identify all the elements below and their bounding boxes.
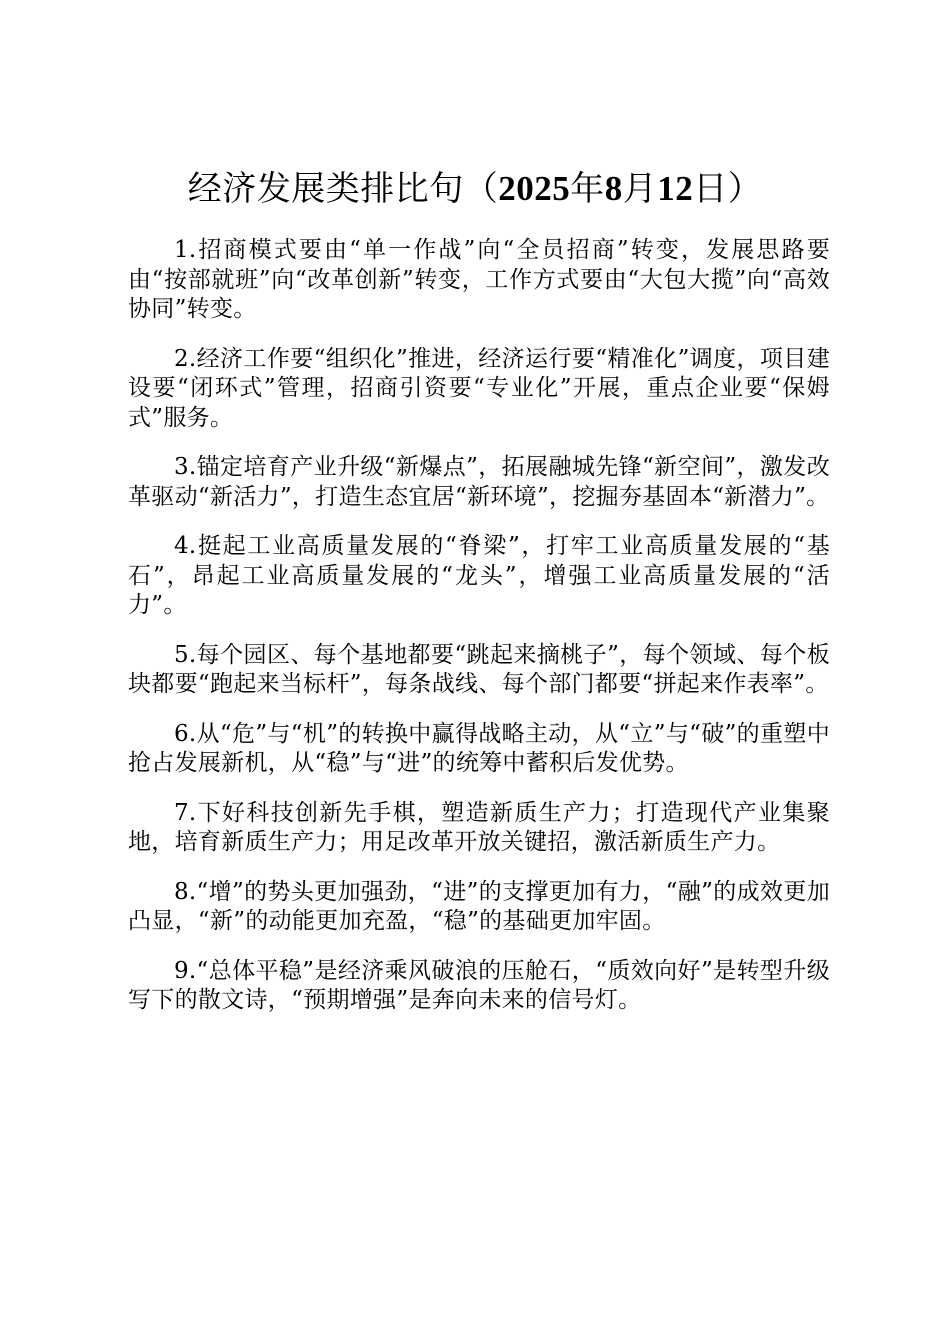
paragraph-4: 4.挺起工业高质量发展的“脊梁”，打牢工业高质量发展的“基石”，昂起工业高质量发展的“龙头”，增强工业高质量发展的“活力”。: [128, 533, 830, 618]
title-prefix: 经济发展类排比句（: [187, 169, 499, 209]
paragraph-7: 7.下好科技创新先手棋，塑造新质生产力；打造现代产业集聚地，培育新质生产力；用足改革开放关键招，激活新质生产力。: [128, 799, 830, 855]
title-suffix: 日）: [693, 169, 763, 209]
paragraph-1: 1.招商模式要由“单一作战”向“全员招商”转变，发展思路要由“按部就班”向“改革创新”转变，工作方式要由“大包大揽”向“高效协同”转变。: [128, 237, 830, 322]
paragraph-5: 5.每个园区、每个基地都要“跳起来摘桃子”，每个领域、每个板块都要“跑起来当标杆”，每条战线、每个部门都要“拼起来作表率”。: [128, 641, 830, 697]
title-month-char: 月: [622, 169, 658, 209]
document-title: [0, 165, 950, 213]
title-day: 12: [657, 169, 694, 208]
paragraph-6: 6.从“危”与“机”的转换中赢得战略主动，从“立”与“破”的重塑中抢占发展新机，从“稳”与“进”的统筹中蓄积后发优势。: [128, 720, 830, 776]
paragraph-2: 2.经济工作要“组织化”推进，经济运行要“精准化”调度，项目建设要“闭环式”管理，招商引资要“专业化”开展，重点企业要“保姆式”服务。: [128, 345, 830, 431]
title-year: 2025: [498, 169, 571, 208]
paragraph-3: 3.锚定培育产业升级“新爆点”，拓展融城先锋“新空间”，激发改革驱动“新活力”，打造生态宜居“新环境”，挖掘夯基固本“新潜力”。: [128, 454, 830, 510]
title-month: 8: [604, 169, 623, 208]
document-body: [128, 236, 830, 1036]
paragraph-9: 9.“总体平稳”是经济乘风破浪的压舱石，“质效向好”是转型升级写下的散文诗，“预期增强”是奔向未来的信号灯。: [128, 957, 830, 1013]
title-year-char: 年: [570, 169, 605, 209]
paragraph-8: 8.“增”的势头更加强劲，“进”的支撑更加有力，“融”的成效更加凸显，“新”的动能更加充盈，“稳”的基础更加牢固。: [128, 878, 830, 934]
